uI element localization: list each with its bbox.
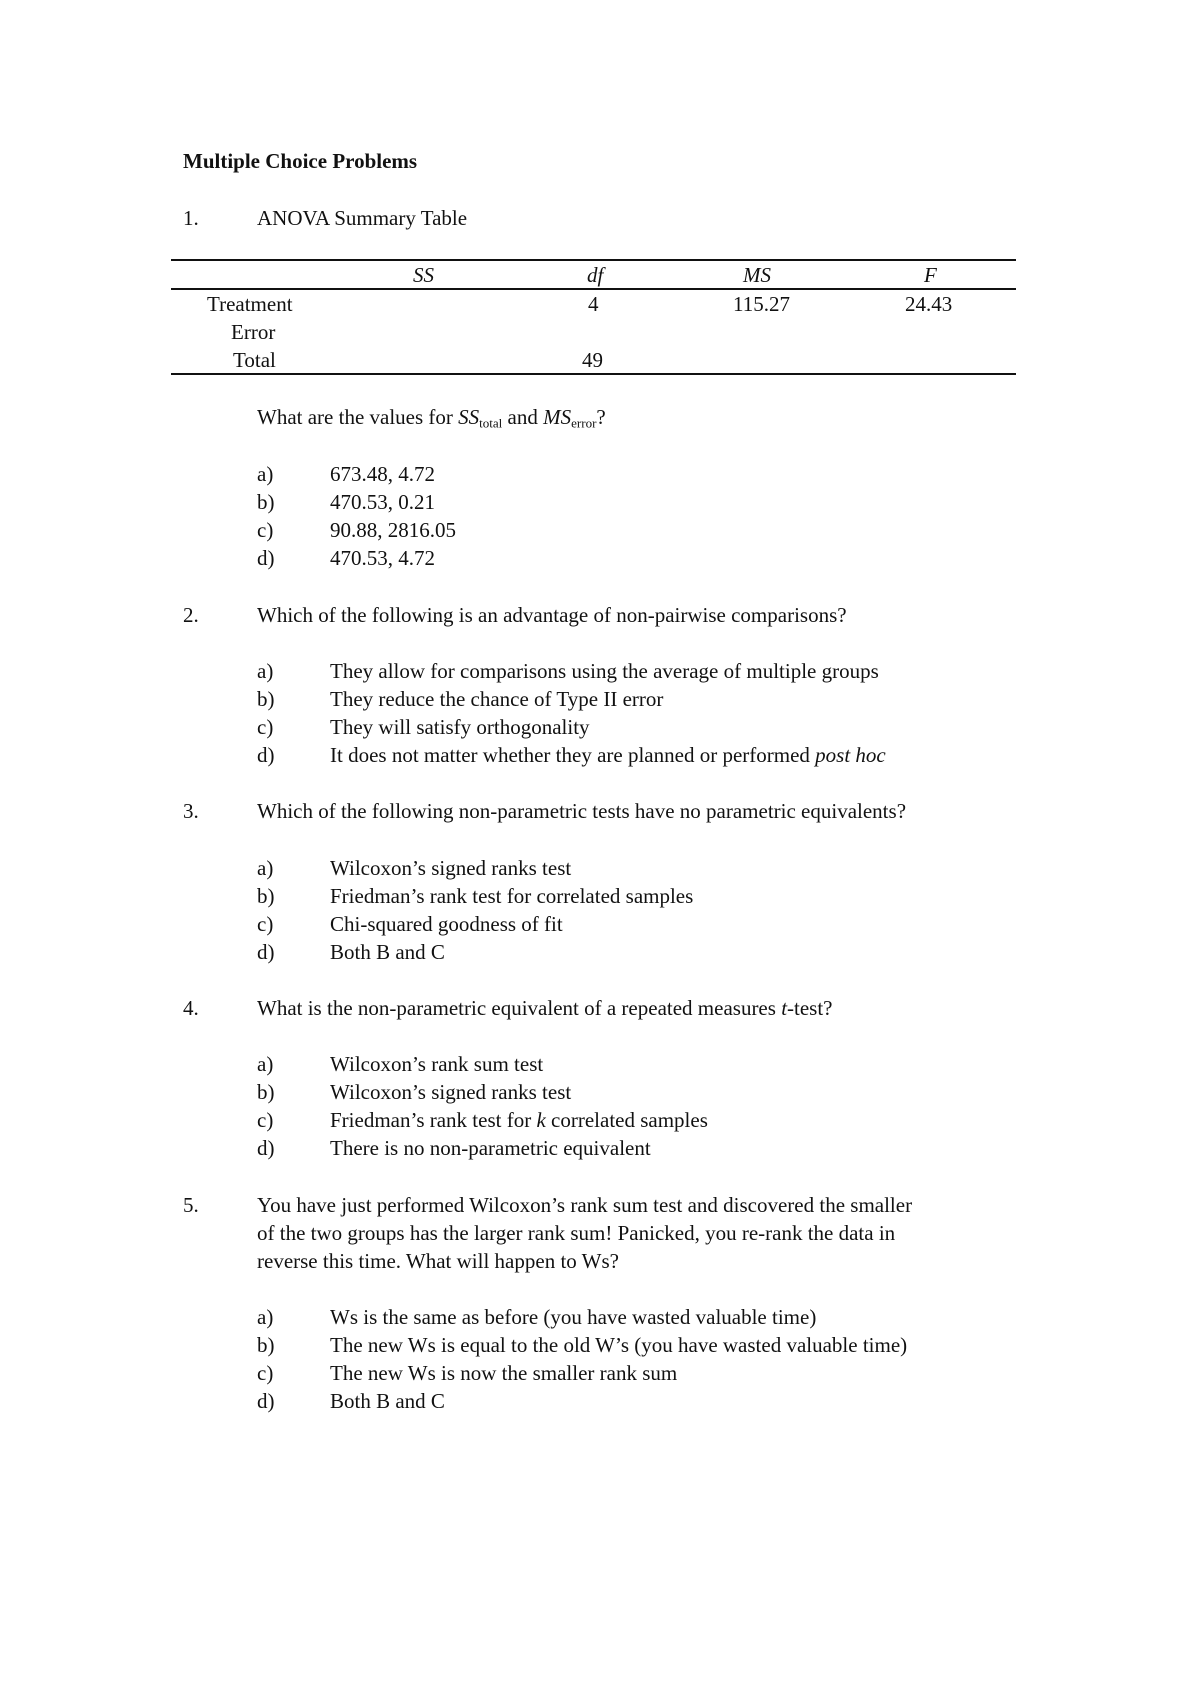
row-label-treatment: Treatment bbox=[207, 292, 293, 316]
option-letter: a) bbox=[257, 462, 274, 486]
option-letter: d) bbox=[257, 546, 275, 570]
cell-treatment-ms: 115.27 bbox=[733, 292, 790, 316]
question-number-5: 5. bbox=[183, 1193, 199, 1217]
option-letter: b) bbox=[257, 687, 275, 711]
option-letter: b) bbox=[257, 1080, 275, 1104]
option-letter: d) bbox=[257, 743, 275, 767]
question-text-1: What are the values for $SS_{total}$ and $MS_{error}$? bbox=[257, 405, 606, 431]
option-text: There is no non-parametric equivalent bbox=[330, 1136, 651, 1160]
option-text: Wilcoxon’s signed ranks test bbox=[330, 1080, 572, 1104]
question-text-4: What is the non-parametric equivalent of a repeated measures t-test? bbox=[257, 996, 833, 1020]
option-text: The new Ws is equal to the old W’s (you have wasted valuable time) bbox=[330, 1333, 908, 1357]
option-text: 470.53, 0.21 bbox=[330, 490, 435, 514]
table-top-rule bbox=[171, 259, 1016, 261]
option-letter: c) bbox=[257, 715, 274, 739]
table-caption: ANOVA Summary Table bbox=[257, 206, 468, 230]
option-text: Ws is the same as before (you have wasted valuable time) bbox=[330, 1305, 817, 1329]
cell-treatment-f: 24.43 bbox=[905, 292, 953, 316]
option-text: Both B and C bbox=[330, 1389, 445, 1413]
cell-total-df: 49 bbox=[582, 348, 603, 372]
option-text: They reduce the chance of Type II error bbox=[330, 687, 664, 711]
option-text: Chi-squared goodness of fit bbox=[330, 912, 563, 936]
option-letter: a) bbox=[257, 856, 274, 880]
page-title: Multiple Choice Problems bbox=[183, 149, 418, 173]
col-header-ms: MS bbox=[743, 263, 771, 287]
col-header-ss: SS bbox=[413, 263, 434, 287]
question-number-2: 2. bbox=[183, 603, 199, 627]
option-text: Wilcoxon’s signed ranks test bbox=[330, 856, 572, 880]
table-bottom-rule bbox=[171, 373, 1016, 375]
option-text: 470.53, 4.72 bbox=[330, 546, 435, 570]
option-text: Friedman’s rank test for correlated samples bbox=[330, 884, 694, 908]
option-text: 90.88, 2816.05 bbox=[330, 518, 456, 542]
option-letter: d) bbox=[257, 940, 275, 964]
option-letter: b) bbox=[257, 490, 275, 514]
question-text-3: Which of the following non-parametric tests have no parametric equivalents? bbox=[257, 799, 907, 823]
option-text: Friedman’s rank test for k correlated samples bbox=[330, 1108, 708, 1132]
option-letter: b) bbox=[257, 1333, 275, 1357]
option-text: Wilcoxon’s rank sum test bbox=[330, 1052, 544, 1076]
question-number-1: 1. bbox=[183, 206, 199, 230]
col-header-f: F bbox=[924, 263, 937, 287]
option-letter: c) bbox=[257, 1108, 274, 1132]
option-text: 673.48, 4.72 bbox=[330, 462, 435, 486]
question-text-5-line-3: reverse this time. What will happen to Ws? bbox=[257, 1249, 619, 1273]
row-label-error: Error bbox=[231, 320, 276, 344]
option-letter: a) bbox=[257, 1305, 274, 1329]
option-letter: c) bbox=[257, 518, 274, 542]
question-text-5-line-2: of the two groups has the larger rank sum! Panicked, you re-rank the data in bbox=[257, 1221, 896, 1245]
cell-treatment-df: 4 bbox=[588, 292, 599, 316]
option-letter: d) bbox=[257, 1136, 275, 1160]
option-text: Both B and C bbox=[330, 940, 445, 964]
option-text: They allow for comparisons using the average of multiple groups bbox=[330, 659, 879, 683]
option-letter: a) bbox=[257, 1052, 274, 1076]
question-number-4: 4. bbox=[183, 996, 199, 1020]
option-text: They will satisfy orthogonality bbox=[330, 715, 590, 739]
option-text: It does not matter whether they are planned or performed post hoc bbox=[330, 743, 886, 767]
row-label-total: Total bbox=[233, 348, 276, 372]
option-letter: d) bbox=[257, 1389, 275, 1413]
question-text-5-line-1: You have just performed Wilcoxon’s rank sum test and discovered the smaller bbox=[257, 1193, 913, 1217]
option-letter: b) bbox=[257, 884, 275, 908]
question-number-3: 3. bbox=[183, 799, 199, 823]
option-letter: c) bbox=[257, 1361, 274, 1385]
option-letter: a) bbox=[257, 659, 274, 683]
question-text-2: Which of the following is an advantage of non-pairwise comparisons? bbox=[257, 603, 847, 627]
option-text: The new Ws is now the smaller rank sum bbox=[330, 1361, 678, 1385]
col-header-df: df bbox=[587, 263, 604, 287]
table-header-rule bbox=[171, 288, 1016, 290]
option-letter: c) bbox=[257, 912, 274, 936]
